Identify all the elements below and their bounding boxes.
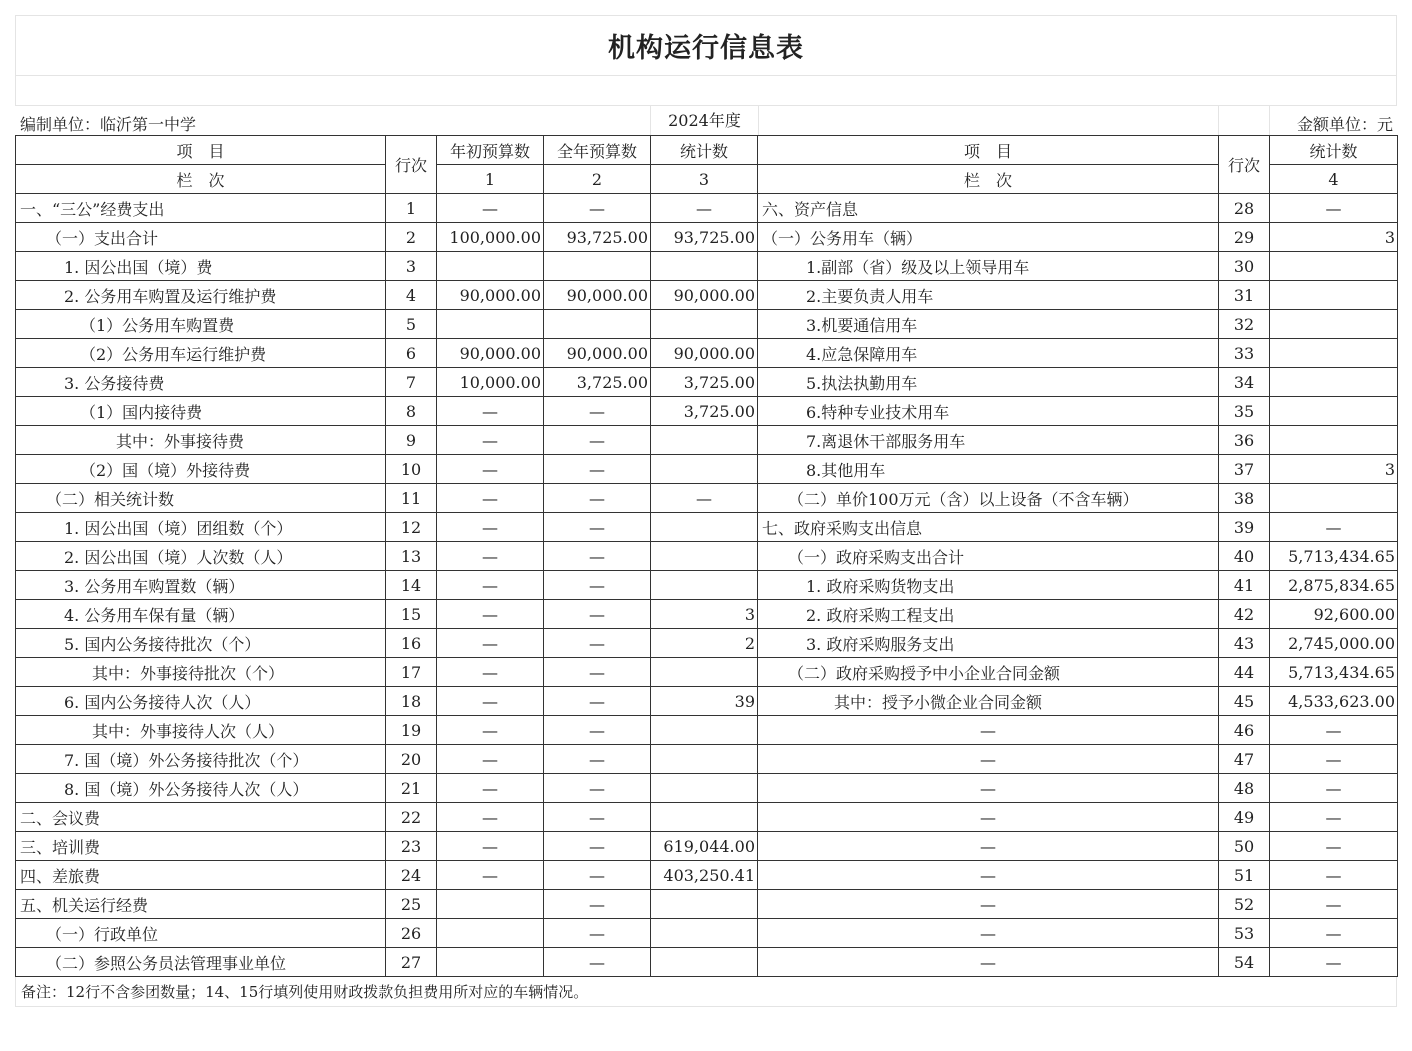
budget-initial-value: — — [437, 397, 544, 426]
table-row — [16, 426, 1398, 455]
column-index-1: 1 — [437, 165, 544, 194]
right-row-no: 34 — [1219, 368, 1270, 397]
stat-value-right — [1270, 281, 1398, 310]
budget-full-value: — — [544, 919, 651, 948]
stat-value-right: 2,875,834.65 — [1270, 571, 1398, 600]
budget-initial-value: — — [437, 832, 544, 861]
left-item: （二）相关统计数 — [16, 484, 386, 513]
stat-value-left — [651, 716, 758, 745]
column-label-right: 栏 次 — [758, 165, 1219, 194]
right-row-no: 47 — [1219, 745, 1270, 774]
budget-initial-value: — — [437, 658, 544, 687]
budget-initial-value: 10,000.00 — [437, 368, 544, 397]
table-row — [16, 600, 1398, 629]
stat-value-left — [651, 774, 758, 803]
stat-value-right: 2,745,000.00 — [1270, 629, 1398, 658]
right-item: 2. 政府采购工程支出 — [758, 600, 1219, 629]
left-row-no: 8 — [386, 397, 437, 426]
budget-initial-value — [437, 948, 544, 977]
right-item: （二）政府采购授予中小企业合同金额 — [758, 658, 1219, 687]
meta-divider — [1269, 106, 1270, 135]
left-row-no: 10 — [386, 455, 437, 484]
right-item: — — [758, 890, 1219, 919]
right-item: 其中：授予小微企业合同金额 — [758, 687, 1219, 716]
info-table — [15, 135, 1398, 977]
stat-value-right — [1270, 397, 1398, 426]
budget-initial-value: — — [437, 629, 544, 658]
right-item: （二）单价100万元（含）以上设备（不含车辆） — [758, 484, 1219, 513]
right-item: 1. 政府采购货物支出 — [758, 571, 1219, 600]
stat-value-left — [651, 919, 758, 948]
stat-value-right: — — [1270, 194, 1398, 223]
left-row-no: 19 — [386, 716, 437, 745]
stat-value-left — [651, 426, 758, 455]
right-item: 8.其他用车 — [758, 455, 1219, 484]
table-row — [16, 252, 1398, 281]
right-row-no: 38 — [1219, 484, 1270, 513]
left-row-no: 6 — [386, 339, 437, 368]
left-item: 三、培训费 — [16, 832, 386, 861]
right-row-no: 54 — [1219, 948, 1270, 977]
right-item: — — [758, 919, 1219, 948]
table-row — [16, 455, 1398, 484]
left-row-no: 7 — [386, 368, 437, 397]
table-row — [16, 397, 1398, 426]
left-row-no: 14 — [386, 571, 437, 600]
right-row-no: 29 — [1219, 223, 1270, 252]
budget-full-value: — — [544, 658, 651, 687]
budget-full-value: — — [544, 803, 651, 832]
right-item: 七、政府采购支出信息 — [758, 513, 1219, 542]
budget-initial-value: — — [437, 716, 544, 745]
budget-full-value: — — [544, 861, 651, 890]
budget-full-value: 3,725.00 — [544, 368, 651, 397]
budget-initial-value: — — [437, 571, 544, 600]
stat-value-left — [651, 252, 758, 281]
right-item: — — [758, 948, 1219, 977]
left-row-no: 1 — [386, 194, 437, 223]
left-item: （一）行政单位 — [16, 919, 386, 948]
stat-value-left: 93,725.00 — [651, 223, 758, 252]
right-row-no: 49 — [1219, 803, 1270, 832]
right-item: 3.机要通信用车 — [758, 310, 1219, 339]
left-row-no: 11 — [386, 484, 437, 513]
table-row — [16, 223, 1398, 252]
left-item: 其中：外事接待费 — [16, 426, 386, 455]
right-item: — — [758, 745, 1219, 774]
right-item: 六、资产信息 — [758, 194, 1219, 223]
left-item: 其中：外事接待人次（人） — [16, 716, 386, 745]
left-item: （一）支出合计 — [16, 223, 386, 252]
right-item: — — [758, 832, 1219, 861]
stat-value-left: 403,250.41 — [651, 861, 758, 890]
table-row — [16, 542, 1398, 571]
column-index-row — [16, 165, 1398, 194]
stat-value-left — [651, 310, 758, 339]
right-row-no: 36 — [1219, 426, 1270, 455]
left-item: 3. 公务接待费 — [16, 368, 386, 397]
table-row — [16, 484, 1398, 513]
left-row-no: 23 — [386, 832, 437, 861]
right-row-no: 44 — [1219, 658, 1270, 687]
header-stat-left: 统计数 — [651, 136, 758, 165]
right-item: 7.离退休干部服务用车 — [758, 426, 1219, 455]
budget-full-value: — — [544, 774, 651, 803]
header-item-right: 项 目 — [758, 136, 1219, 165]
header-row-no-left: 行次 — [386, 136, 437, 194]
right-row-no: 33 — [1219, 339, 1270, 368]
stat-value-left: — — [651, 194, 758, 223]
table-row — [16, 339, 1398, 368]
left-item: 1. 因公出国（境）费 — [16, 252, 386, 281]
right-row-no: 41 — [1219, 571, 1270, 600]
header-budget-full: 全年预算数 — [544, 136, 651, 165]
right-row-no: 50 — [1219, 832, 1270, 861]
stat-value-left — [651, 542, 758, 571]
stat-value-right — [1270, 252, 1398, 281]
stat-value-right — [1270, 339, 1398, 368]
left-row-no: 9 — [386, 426, 437, 455]
budget-initial-value: — — [437, 861, 544, 890]
stat-value-left — [651, 571, 758, 600]
budget-initial-value: — — [437, 426, 544, 455]
meta-row — [15, 105, 1397, 135]
stat-value-left: 2 — [651, 629, 758, 658]
right-row-no: 46 — [1219, 716, 1270, 745]
right-row-no: 30 — [1219, 252, 1270, 281]
budget-initial-value: — — [437, 484, 544, 513]
table-row — [16, 629, 1398, 658]
left-row-no: 21 — [386, 774, 437, 803]
column-label-left: 栏 次 — [16, 165, 386, 194]
report-sheet — [15, 15, 1397, 1007]
right-row-no: 48 — [1219, 774, 1270, 803]
left-row-no: 20 — [386, 745, 437, 774]
table-row — [16, 948, 1398, 977]
left-row-no: 16 — [386, 629, 437, 658]
right-item: 1.副部（省）级及以上领导用车 — [758, 252, 1219, 281]
footnote: 备注：12行不含参团数量；14、15行填列使用财政拨款负担费用所对应的车辆情况。 — [15, 977, 1397, 1007]
header-row — [16, 136, 1398, 165]
right-item: （一）公务用车（辆） — [758, 223, 1219, 252]
right-item: — — [758, 774, 1219, 803]
budget-initial-value: — — [437, 745, 544, 774]
budget-full-value: — — [544, 426, 651, 455]
stat-value-right: — — [1270, 774, 1398, 803]
stat-value-right: — — [1270, 716, 1398, 745]
stat-value-left: 3,725.00 — [651, 368, 758, 397]
left-row-no: 5 — [386, 310, 437, 339]
left-item: 6. 国内公务接待人次（人） — [16, 687, 386, 716]
table-row — [16, 803, 1398, 832]
budget-full-value: — — [544, 194, 651, 223]
stat-value-left — [651, 455, 758, 484]
left-item: 二、会议费 — [16, 803, 386, 832]
stat-value-right: 5,713,434.65 — [1270, 542, 1398, 571]
right-row-no: 40 — [1219, 542, 1270, 571]
budget-full-value — [544, 252, 651, 281]
table-row — [16, 832, 1398, 861]
table-row — [16, 919, 1398, 948]
budget-full-value: — — [544, 687, 651, 716]
stat-value-right: — — [1270, 948, 1398, 977]
budget-initial-value: — — [437, 542, 544, 571]
stat-value-left — [651, 948, 758, 977]
report-title: 机构运行信息表 — [15, 15, 1397, 75]
stat-value-right: — — [1270, 803, 1398, 832]
budget-initial-value — [437, 890, 544, 919]
table-row — [16, 890, 1398, 919]
budget-full-value: — — [544, 484, 651, 513]
stat-value-left: 619,044.00 — [651, 832, 758, 861]
budget-full-value: — — [544, 832, 651, 861]
meta-divider — [1218, 106, 1219, 135]
budget-initial-value: — — [437, 687, 544, 716]
table-row — [16, 571, 1398, 600]
left-row-no: 13 — [386, 542, 437, 571]
budget-full-value: — — [544, 571, 651, 600]
table-row — [16, 687, 1398, 716]
right-item: — — [758, 861, 1219, 890]
budget-initial-value — [437, 919, 544, 948]
stat-value-left — [651, 803, 758, 832]
left-item: 一、“三公”经费支出 — [16, 194, 386, 223]
budget-initial-value: — — [437, 774, 544, 803]
stat-value-right: — — [1270, 745, 1398, 774]
budget-initial-value: — — [437, 600, 544, 629]
stat-value-right: — — [1270, 890, 1398, 919]
right-item: 5.执法执勤用车 — [758, 368, 1219, 397]
left-item: 2. 因公出国（境）人次数（人） — [16, 542, 386, 571]
right-row-no: 31 — [1219, 281, 1270, 310]
left-row-no: 24 — [386, 861, 437, 890]
header-row-no-right: 行次 — [1219, 136, 1270, 194]
budget-full-value: — — [544, 542, 651, 571]
right-row-no: 52 — [1219, 890, 1270, 919]
right-row-no: 32 — [1219, 310, 1270, 339]
budget-initial-value — [437, 252, 544, 281]
right-item: 3. 政府采购服务支出 — [758, 629, 1219, 658]
budget-full-value: — — [544, 745, 651, 774]
left-item: （2）公务用车运行维护费 — [16, 339, 386, 368]
left-item: 1. 因公出国（境）团组数（个） — [16, 513, 386, 542]
stat-value-left: 3 — [651, 600, 758, 629]
blank-row — [15, 75, 1397, 105]
stat-value-right — [1270, 426, 1398, 455]
stat-value-left — [651, 658, 758, 687]
stat-value-right: — — [1270, 513, 1398, 542]
left-row-no: 26 — [386, 919, 437, 948]
left-row-no: 12 — [386, 513, 437, 542]
budget-full-value: 90,000.00 — [544, 339, 651, 368]
left-row-no: 3 — [386, 252, 437, 281]
budget-full-value: — — [544, 716, 651, 745]
budget-full-value: — — [544, 600, 651, 629]
column-index-2: 2 — [544, 165, 651, 194]
budget-full-value — [544, 310, 651, 339]
header-budget-initial: 年初预算数 — [437, 136, 544, 165]
budget-full-value: — — [544, 397, 651, 426]
stat-value-right: 5,713,434.65 — [1270, 658, 1398, 687]
money-unit: 金额单位：元 — [1296, 115, 1393, 134]
stat-value-right — [1270, 368, 1398, 397]
left-row-no: 25 — [386, 890, 437, 919]
stat-value-left: 90,000.00 — [651, 281, 758, 310]
stat-value-left — [651, 890, 758, 919]
left-row-no: 18 — [386, 687, 437, 716]
table-row — [16, 774, 1398, 803]
stat-value-left: 39 — [651, 687, 758, 716]
stat-value-right: — — [1270, 919, 1398, 948]
budget-full-value: — — [544, 890, 651, 919]
left-item: （二）参照公务员法管理事业单位 — [16, 948, 386, 977]
budget-initial-value — [437, 310, 544, 339]
right-row-no: 43 — [1219, 629, 1270, 658]
table-row — [16, 368, 1398, 397]
budget-initial-value: — — [437, 194, 544, 223]
column-index-4: 4 — [1270, 165, 1398, 194]
table-row — [16, 281, 1398, 310]
left-row-no: 27 — [386, 948, 437, 977]
budget-full-value: — — [544, 455, 651, 484]
column-index-3: 3 — [651, 165, 758, 194]
right-row-no: 28 — [1219, 194, 1270, 223]
right-item: — — [758, 803, 1219, 832]
stat-value-right: — — [1270, 861, 1398, 890]
budget-initial-value: — — [437, 803, 544, 832]
table-row — [16, 513, 1398, 542]
budget-full-value: — — [544, 513, 651, 542]
budget-initial-value: 90,000.00 — [437, 281, 544, 310]
right-row-no: 39 — [1219, 513, 1270, 542]
left-item: 其中：外事接待批次（个） — [16, 658, 386, 687]
right-row-no: 53 — [1219, 919, 1270, 948]
compiling-unit: 编制单位：临沂第一中学 — [20, 115, 197, 134]
right-row-no: 37 — [1219, 455, 1270, 484]
right-row-no: 35 — [1219, 397, 1270, 426]
header-stat-right: 统计数 — [1270, 136, 1398, 165]
budget-full-value: — — [544, 948, 651, 977]
left-item: 4. 公务用车保有量（辆） — [16, 600, 386, 629]
right-item: （一）政府采购支出合计 — [758, 542, 1219, 571]
right-item: — — [758, 716, 1219, 745]
left-row-no: 22 — [386, 803, 437, 832]
stat-value-left: 90,000.00 — [651, 339, 758, 368]
left-item: 8. 国（境）外公务接待人次（人） — [16, 774, 386, 803]
header-item-left: 项 目 — [16, 136, 386, 165]
left-item: 7. 国（境）外公务接待批次（个） — [16, 745, 386, 774]
left-item: 四、差旅费 — [16, 861, 386, 890]
left-row-no: 17 — [386, 658, 437, 687]
left-item: （1）国内接待费 — [16, 397, 386, 426]
report-year: 2024年度 — [650, 106, 759, 135]
table-row — [16, 745, 1398, 774]
budget-initial-value: 100,000.00 — [437, 223, 544, 252]
stat-value-right: 3 — [1270, 223, 1398, 252]
right-row-no: 42 — [1219, 600, 1270, 629]
left-item: 五、机关运行经费 — [16, 890, 386, 919]
budget-full-value: — — [544, 629, 651, 658]
table-row — [16, 716, 1398, 745]
left-row-no: 4 — [386, 281, 437, 310]
right-row-no: 45 — [1219, 687, 1270, 716]
table-row — [16, 861, 1398, 890]
left-item: 3. 公务用车购置数（辆） — [16, 571, 386, 600]
left-row-no: 2 — [386, 223, 437, 252]
stat-value-left — [651, 745, 758, 774]
budget-full-value: 93,725.00 — [544, 223, 651, 252]
right-item: 4.应急保障用车 — [758, 339, 1219, 368]
left-item: （2）国（境）外接待费 — [16, 455, 386, 484]
stat-value-right: — — [1270, 832, 1398, 861]
stat-value-right: 4,533,623.00 — [1270, 687, 1398, 716]
stat-value-right: 92,600.00 — [1270, 600, 1398, 629]
budget-initial-value: — — [437, 455, 544, 484]
stat-value-left: — — [651, 484, 758, 513]
left-item: （1）公务用车购置费 — [16, 310, 386, 339]
stat-value-right: 3 — [1270, 455, 1398, 484]
right-item: 2.主要负责人用车 — [758, 281, 1219, 310]
table-row — [16, 194, 1398, 223]
budget-full-value: 90,000.00 — [544, 281, 651, 310]
budget-initial-value: — — [437, 513, 544, 542]
left-item: 5. 国内公务接待批次（个） — [16, 629, 386, 658]
stat-value-right — [1270, 310, 1398, 339]
left-item: 2. 公务用车购置及运行维护费 — [16, 281, 386, 310]
right-row-no: 51 — [1219, 861, 1270, 890]
left-row-no: 15 — [386, 600, 437, 629]
table-row — [16, 658, 1398, 687]
stat-value-right — [1270, 484, 1398, 513]
stat-value-left — [651, 513, 758, 542]
table-row — [16, 310, 1398, 339]
budget-initial-value: 90,000.00 — [437, 339, 544, 368]
stat-value-left: 3,725.00 — [651, 397, 758, 426]
right-item: 6.特种专业技术用车 — [758, 397, 1219, 426]
